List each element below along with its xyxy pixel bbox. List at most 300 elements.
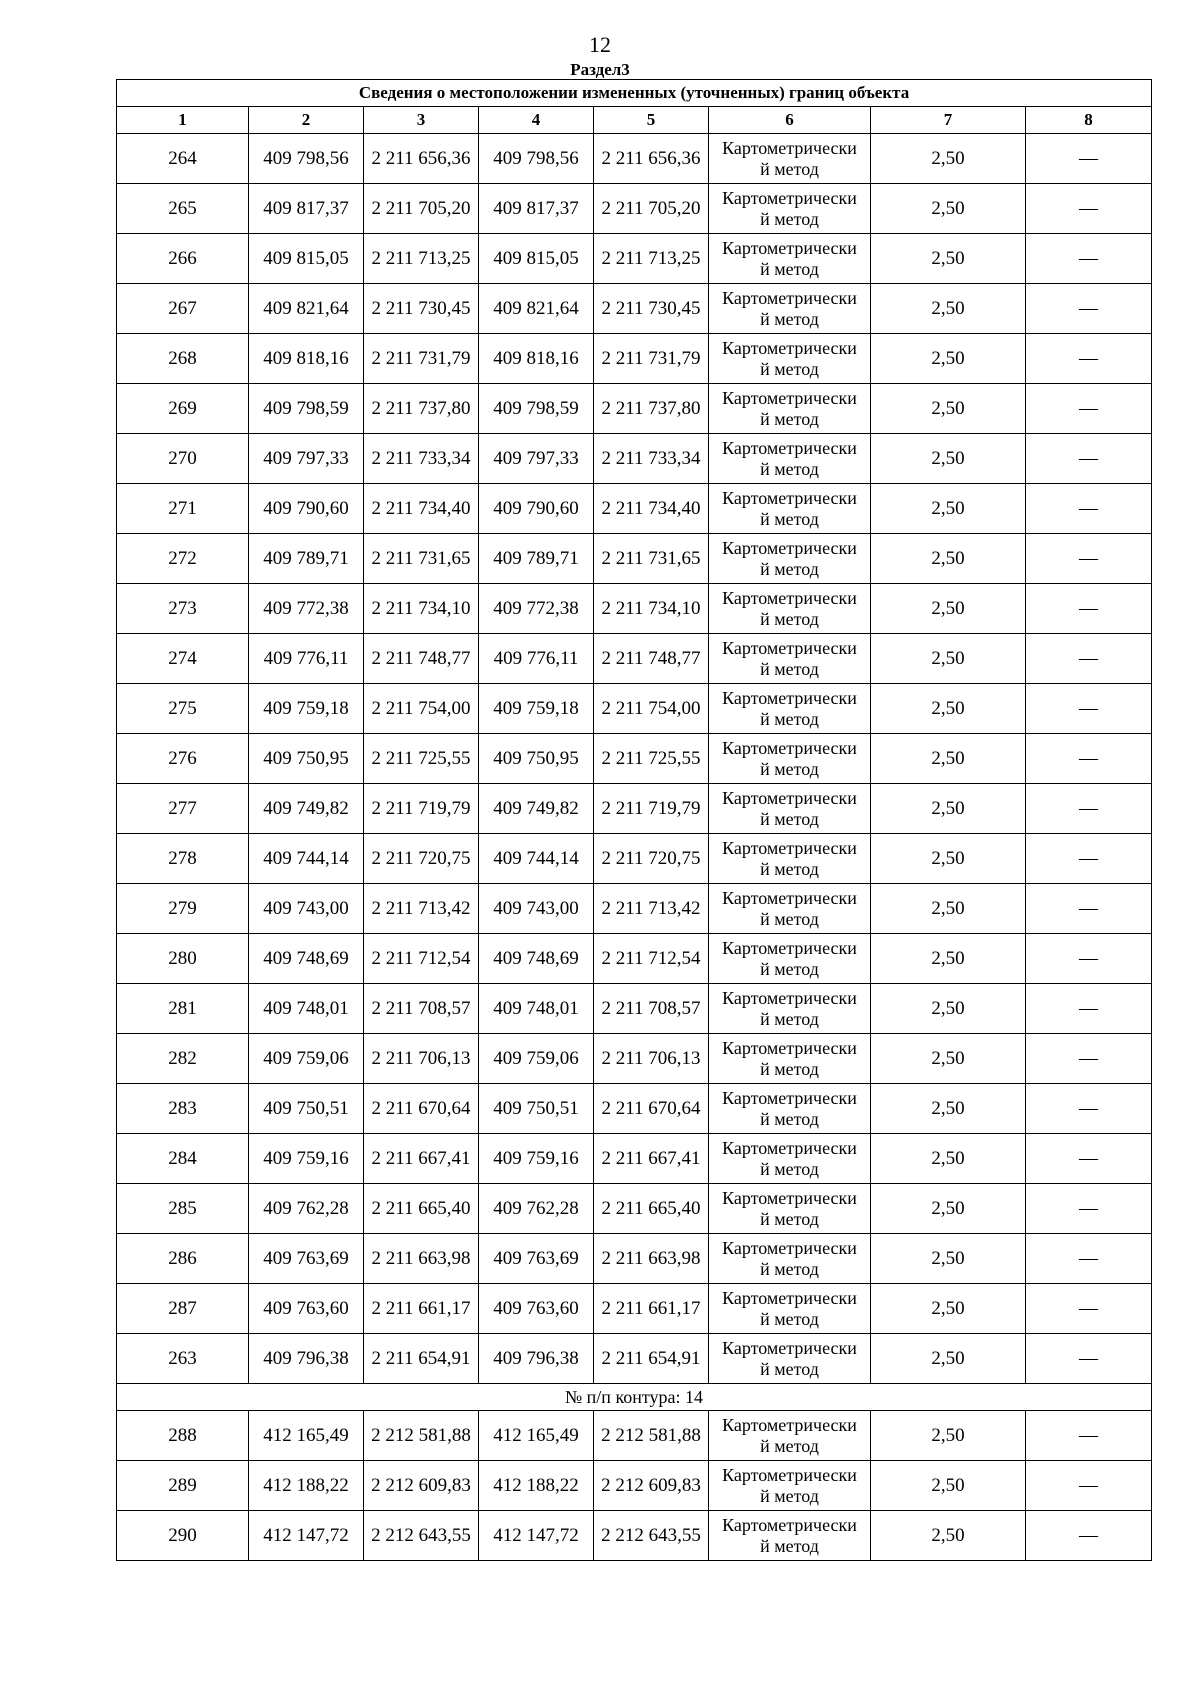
table-title: Сведения о местоположении измененных (уточненных) границ объекта [117, 80, 1152, 107]
table-row [117, 1184, 1152, 1234]
method-cell [709, 984, 871, 1034]
method-line-2: й метод [760, 208, 819, 229]
x-coordinate-cell: 409 762,28 [249, 1184, 364, 1234]
y-coordinate-new-cell: 2 211 731,79 [594, 334, 709, 384]
column-header-8: 8 [1026, 107, 1152, 134]
y-coordinate-new-cell: 2 211 733,34 [594, 434, 709, 484]
x-coordinate-cell: 412 188,22 [249, 1461, 364, 1511]
x-coordinate-cell: 409 790,60 [249, 484, 364, 534]
table-row [117, 1511, 1152, 1561]
x-coordinate-cell: 409 798,56 [249, 134, 364, 184]
y-coordinate-new-cell: 2 211 720,75 [594, 834, 709, 884]
method-cell [709, 334, 871, 384]
method-cell [709, 1411, 871, 1461]
y-coordinate-cell: 2 211 712,54 [364, 934, 479, 984]
description-cell: — [1026, 834, 1152, 884]
y-coordinate-new-cell: 2 211 734,40 [594, 484, 709, 534]
description-cell: — [1026, 1084, 1152, 1134]
accuracy-cell: 2,50 [871, 884, 1026, 934]
x-coordinate-new-cell: 409 790,60 [479, 484, 594, 534]
method-line-1: Картометрически [722, 1187, 857, 1208]
table-row [117, 1411, 1152, 1461]
x-coordinate-cell: 409 759,06 [249, 1034, 364, 1084]
method-line-1: Картометрически [722, 537, 857, 558]
method-cell [709, 484, 871, 534]
y-coordinate-cell: 2 211 734,10 [364, 584, 479, 634]
x-coordinate-cell: 409 776,11 [249, 634, 364, 684]
method-line-2: й метод [760, 1008, 819, 1029]
method-line-2: й метод [760, 1308, 819, 1329]
table-row [117, 184, 1152, 234]
accuracy-cell: 2,50 [871, 1134, 1026, 1184]
column-header-row [117, 107, 1152, 134]
method-line-2: й метод [760, 508, 819, 529]
description-cell: — [1026, 184, 1152, 234]
method-line-2: й метод [760, 608, 819, 629]
accuracy-cell: 2,50 [871, 1284, 1026, 1334]
x-coordinate-cell: 409 789,71 [249, 534, 364, 584]
method-line-1: Картометрически [722, 737, 857, 758]
method-line-1: Картометрически [722, 687, 857, 708]
x-coordinate-cell: 409 750,95 [249, 734, 364, 784]
method-cell [709, 1184, 871, 1234]
y-coordinate-new-cell: 2 212 609,83 [594, 1461, 709, 1511]
point-number-cell: 286 [117, 1234, 249, 1284]
table-row [117, 534, 1152, 584]
method-line-1: Картометрически [722, 937, 857, 958]
description-cell: — [1026, 984, 1152, 1034]
y-coordinate-cell: 2 211 737,80 [364, 384, 479, 434]
method-line-1: Картометрически [722, 1137, 857, 1158]
point-number-cell: 274 [117, 634, 249, 684]
description-cell: — [1026, 1284, 1152, 1334]
method-cell [709, 534, 871, 584]
column-header-2: 2 [249, 107, 364, 134]
method-line-2: й метод [760, 1485, 819, 1506]
method-line-1: Картометрически [722, 1464, 857, 1485]
description-cell: — [1026, 634, 1152, 684]
x-coordinate-new-cell: 409 762,28 [479, 1184, 594, 1234]
y-coordinate-new-cell: 2 211 730,45 [594, 284, 709, 334]
x-coordinate-new-cell: 409 818,16 [479, 334, 594, 384]
method-line-2: й метод [760, 1108, 819, 1129]
x-coordinate-cell: 409 796,38 [249, 1334, 364, 1384]
method-line-2: й метод [760, 1058, 819, 1079]
point-number-cell: 277 [117, 784, 249, 834]
accuracy-cell: 2,50 [871, 584, 1026, 634]
x-coordinate-new-cell: 409 750,95 [479, 734, 594, 784]
point-number-cell: 282 [117, 1034, 249, 1084]
description-cell: — [1026, 734, 1152, 784]
point-number-cell: 272 [117, 534, 249, 584]
x-coordinate-new-cell: 409 759,16 [479, 1134, 594, 1184]
point-number-cell: 265 [117, 184, 249, 234]
method-cell [709, 934, 871, 984]
accuracy-cell: 2,50 [871, 1084, 1026, 1134]
table-row [117, 684, 1152, 734]
y-coordinate-new-cell: 2 211 734,10 [594, 584, 709, 634]
y-coordinate-new-cell: 2 212 643,55 [594, 1511, 709, 1561]
y-coordinate-cell: 2 211 734,40 [364, 484, 479, 534]
y-coordinate-new-cell: 2 211 661,17 [594, 1284, 709, 1334]
accuracy-cell: 2,50 [871, 534, 1026, 584]
method-line-2: й метод [760, 808, 819, 829]
x-coordinate-new-cell: 409 821,64 [479, 284, 594, 334]
y-coordinate-new-cell: 2 211 748,77 [594, 634, 709, 684]
method-cell [709, 384, 871, 434]
method-line-1: Картометрически [722, 487, 857, 508]
x-coordinate-cell: 412 147,72 [249, 1511, 364, 1561]
x-coordinate-cell: 409 749,82 [249, 784, 364, 834]
y-coordinate-cell: 2 211 733,34 [364, 434, 479, 484]
table-row [117, 1234, 1152, 1284]
description-cell: — [1026, 284, 1152, 334]
y-coordinate-cell: 2 211 706,13 [364, 1034, 479, 1084]
point-number-cell: 271 [117, 484, 249, 534]
method-line-1: Картометрически [722, 887, 857, 908]
y-coordinate-cell: 2 211 661,17 [364, 1284, 479, 1334]
point-number-cell: 281 [117, 984, 249, 1034]
table-row [117, 784, 1152, 834]
method-line-1: Картометрически [722, 1337, 857, 1358]
point-number-cell: 269 [117, 384, 249, 434]
method-cell [709, 434, 871, 484]
method-cell [709, 684, 871, 734]
x-coordinate-new-cell: 409 744,14 [479, 834, 594, 884]
accuracy-cell: 2,50 [871, 934, 1026, 984]
y-coordinate-new-cell: 2 211 713,25 [594, 234, 709, 284]
y-coordinate-cell: 2 211 670,64 [364, 1084, 479, 1134]
accuracy-cell: 2,50 [871, 1234, 1026, 1284]
description-cell: — [1026, 684, 1152, 734]
x-coordinate-new-cell: 409 763,60 [479, 1284, 594, 1334]
y-coordinate-new-cell: 2 211 705,20 [594, 184, 709, 234]
y-coordinate-cell: 2 211 731,65 [364, 534, 479, 584]
method-line-1: Картометрически [722, 187, 857, 208]
point-number-cell: 288 [117, 1411, 249, 1461]
description-cell: — [1026, 134, 1152, 184]
description-cell: — [1026, 384, 1152, 434]
point-number-cell: 284 [117, 1134, 249, 1184]
x-coordinate-cell: 409 821,64 [249, 284, 364, 334]
method-line-1: Картометрически [722, 1037, 857, 1058]
point-number-cell: 283 [117, 1084, 249, 1134]
method-cell [709, 1334, 871, 1384]
table-row [117, 1284, 1152, 1334]
method-line-1: Картометрически [722, 587, 857, 608]
y-coordinate-new-cell: 2 211 706,13 [594, 1034, 709, 1084]
x-coordinate-cell: 409 759,18 [249, 684, 364, 734]
table-row [117, 434, 1152, 484]
y-coordinate-cell: 2 211 720,75 [364, 834, 479, 884]
description-cell: — [1026, 1234, 1152, 1284]
x-coordinate-cell: 409 763,69 [249, 1234, 364, 1284]
x-coordinate-new-cell: 409 817,37 [479, 184, 594, 234]
accuracy-cell: 2,50 [871, 234, 1026, 284]
x-coordinate-new-cell: 412 188,22 [479, 1461, 594, 1511]
method-line-2: й метод [760, 558, 819, 579]
point-number-cell: 287 [117, 1284, 249, 1334]
accuracy-cell: 2,50 [871, 284, 1026, 334]
y-coordinate-cell: 2 212 643,55 [364, 1511, 479, 1561]
table-row [117, 284, 1152, 334]
accuracy-cell: 2,50 [871, 334, 1026, 384]
x-coordinate-new-cell: 409 815,05 [479, 234, 594, 284]
section-title: Раздел3 [570, 60, 630, 79]
method-cell [709, 1034, 871, 1084]
column-header-7: 7 [871, 107, 1026, 134]
method-line-2: й метод [760, 708, 819, 729]
method-cell [709, 1134, 871, 1184]
description-cell: — [1026, 1411, 1152, 1461]
method-line-1: Картометрически [722, 1087, 857, 1108]
x-coordinate-new-cell: 409 798,56 [479, 134, 594, 184]
x-coordinate-new-cell: 412 165,49 [479, 1411, 594, 1461]
y-coordinate-cell: 2 212 609,83 [364, 1461, 479, 1511]
x-coordinate-new-cell: 409 759,18 [479, 684, 594, 734]
method-cell [709, 884, 871, 934]
description-cell: — [1026, 934, 1152, 984]
method-line-2: й метод [760, 858, 819, 879]
x-coordinate-new-cell: 409 797,33 [479, 434, 594, 484]
method-line-1: Картометрически [722, 637, 857, 658]
method-line-2: й метод [760, 1535, 819, 1556]
y-coordinate-new-cell: 2 211 665,40 [594, 1184, 709, 1234]
y-coordinate-cell: 2 211 654,91 [364, 1334, 479, 1384]
point-number-cell: 270 [117, 434, 249, 484]
y-coordinate-cell: 2 211 663,98 [364, 1234, 479, 1284]
y-coordinate-new-cell: 2 211 731,65 [594, 534, 709, 584]
accuracy-cell: 2,50 [871, 1411, 1026, 1461]
description-cell: — [1026, 1511, 1152, 1561]
table-row [117, 934, 1152, 984]
accuracy-cell: 2,50 [871, 684, 1026, 734]
method-cell [709, 834, 871, 884]
description-cell: — [1026, 1034, 1152, 1084]
description-cell: — [1026, 1334, 1152, 1384]
description-cell: — [1026, 1134, 1152, 1184]
method-line-2: й метод [760, 458, 819, 479]
x-coordinate-cell: 409 744,14 [249, 834, 364, 884]
point-number-cell: 275 [117, 684, 249, 734]
description-cell: — [1026, 1461, 1152, 1511]
y-coordinate-new-cell: 2 211 712,54 [594, 934, 709, 984]
method-line-2: й метод [760, 308, 819, 329]
method-line-1: Картометрически [722, 1514, 857, 1535]
point-number-cell: 276 [117, 734, 249, 784]
point-number-cell: 289 [117, 1461, 249, 1511]
page-number: 12 [589, 32, 611, 57]
x-coordinate-cell: 409 818,16 [249, 334, 364, 384]
boundary-coordinates-table [116, 79, 1152, 1561]
method-line-2: й метод [760, 658, 819, 679]
method-cell [709, 584, 871, 634]
x-coordinate-cell: 409 743,00 [249, 884, 364, 934]
x-coordinate-cell: 409 748,01 [249, 984, 364, 1034]
method-line-2: й метод [760, 1158, 819, 1179]
table-row [117, 734, 1152, 784]
method-line-2: й метод [760, 908, 819, 929]
method-line-1: Картометрически [722, 287, 857, 308]
accuracy-cell: 2,50 [871, 634, 1026, 684]
point-number-cell: 278 [117, 834, 249, 884]
accuracy-cell: 2,50 [871, 784, 1026, 834]
table-row [117, 1461, 1152, 1511]
accuracy-cell: 2,50 [871, 1461, 1026, 1511]
description-cell: — [1026, 584, 1152, 634]
point-number-cell: 264 [117, 134, 249, 184]
description-cell: — [1026, 1184, 1152, 1234]
table-row [117, 834, 1152, 884]
description-cell: — [1026, 234, 1152, 284]
method-line-1: Картометрически [722, 837, 857, 858]
method-cell [709, 184, 871, 234]
y-coordinate-cell: 2 211 713,25 [364, 234, 479, 284]
y-coordinate-cell: 2 212 581,88 [364, 1411, 479, 1461]
y-coordinate-cell: 2 211 665,40 [364, 1184, 479, 1234]
y-coordinate-new-cell: 2 211 663,98 [594, 1234, 709, 1284]
description-cell: — [1026, 434, 1152, 484]
y-coordinate-new-cell: 2 211 708,57 [594, 984, 709, 1034]
table-row [117, 334, 1152, 384]
method-cell [709, 634, 871, 684]
description-cell: — [1026, 484, 1152, 534]
accuracy-cell: 2,50 [871, 484, 1026, 534]
y-coordinate-new-cell: 2 212 581,88 [594, 1411, 709, 1461]
accuracy-cell: 2,50 [871, 1334, 1026, 1384]
column-header-1: 1 [117, 107, 249, 134]
y-coordinate-new-cell: 2 211 737,80 [594, 384, 709, 434]
x-coordinate-cell: 409 817,37 [249, 184, 364, 234]
y-coordinate-new-cell: 2 211 713,42 [594, 884, 709, 934]
method-cell [709, 1461, 871, 1511]
point-number-cell: 290 [117, 1511, 249, 1561]
column-header-3: 3 [364, 107, 479, 134]
method-cell [709, 284, 871, 334]
method-line-1: Картометрически [722, 237, 857, 258]
method-line-2: й метод [760, 408, 819, 429]
y-coordinate-cell: 2 211 725,55 [364, 734, 479, 784]
table-row [117, 1034, 1152, 1084]
y-coordinate-cell: 2 211 731,79 [364, 334, 479, 384]
method-line-2: й метод [760, 258, 819, 279]
method-line-1: Картометрически [722, 1237, 857, 1258]
method-cell [709, 234, 871, 284]
x-coordinate-cell: 409 772,38 [249, 584, 364, 634]
method-line-1: Картометрически [722, 787, 857, 808]
method-cell [709, 1084, 871, 1134]
x-coordinate-new-cell: 409 789,71 [479, 534, 594, 584]
accuracy-cell: 2,50 [871, 1184, 1026, 1234]
y-coordinate-cell: 2 211 708,57 [364, 984, 479, 1034]
x-coordinate-cell: 409 815,05 [249, 234, 364, 284]
x-coordinate-cell: 409 759,16 [249, 1134, 364, 1184]
table-row [117, 1134, 1152, 1184]
description-cell: — [1026, 884, 1152, 934]
contour-label-row [117, 1384, 1152, 1411]
method-cell [709, 1234, 871, 1284]
method-cell [709, 784, 871, 834]
y-coordinate-new-cell: 2 211 725,55 [594, 734, 709, 784]
method-line-1: Картометрически [722, 1414, 857, 1435]
x-coordinate-new-cell: 409 749,82 [479, 784, 594, 834]
point-number-cell: 266 [117, 234, 249, 284]
point-number-cell: 263 [117, 1334, 249, 1384]
table-row [117, 634, 1152, 684]
accuracy-cell: 2,50 [871, 134, 1026, 184]
accuracy-cell: 2,50 [871, 734, 1026, 784]
table-row [117, 1334, 1152, 1384]
accuracy-cell: 2,50 [871, 834, 1026, 884]
method-line-2: й метод [760, 1358, 819, 1379]
method-line-1: Картометрически [722, 137, 857, 158]
method-line-2: й метод [760, 1208, 819, 1229]
x-coordinate-new-cell: 409 776,11 [479, 634, 594, 684]
y-coordinate-new-cell: 2 211 719,79 [594, 784, 709, 834]
accuracy-cell: 2,50 [871, 434, 1026, 484]
method-line-2: й метод [760, 158, 819, 179]
column-header-4: 4 [479, 107, 594, 134]
accuracy-cell: 2,50 [871, 384, 1026, 434]
table-row [117, 884, 1152, 934]
point-number-cell: 273 [117, 584, 249, 634]
description-cell: — [1026, 784, 1152, 834]
x-coordinate-new-cell: 409 759,06 [479, 1034, 594, 1084]
point-number-cell: 280 [117, 934, 249, 984]
method-line-2: й метод [760, 1435, 819, 1456]
x-coordinate-new-cell: 409 748,69 [479, 934, 594, 984]
method-line-2: й метод [760, 358, 819, 379]
y-coordinate-cell: 2 211 754,00 [364, 684, 479, 734]
y-coordinate-new-cell: 2 211 654,91 [594, 1334, 709, 1384]
y-coordinate-cell: 2 211 713,42 [364, 884, 479, 934]
y-coordinate-new-cell: 2 211 667,41 [594, 1134, 709, 1184]
y-coordinate-cell: 2 211 667,41 [364, 1134, 479, 1184]
table-row [117, 984, 1152, 1034]
table-row [117, 584, 1152, 634]
table-row [117, 1084, 1152, 1134]
column-header-5: 5 [594, 107, 709, 134]
x-coordinate-cell: 412 165,49 [249, 1411, 364, 1461]
y-coordinate-cell: 2 211 748,77 [364, 634, 479, 684]
x-coordinate-cell: 409 798,59 [249, 384, 364, 434]
description-cell: — [1026, 534, 1152, 584]
method-line-1: Картометрически [722, 987, 857, 1008]
method-line-1: Картометрически [722, 437, 857, 458]
description-cell: — [1026, 334, 1152, 384]
table-row [117, 484, 1152, 534]
x-coordinate-new-cell: 409 798,59 [479, 384, 594, 434]
x-coordinate-cell: 409 750,51 [249, 1084, 364, 1134]
table-row [117, 134, 1152, 184]
method-cell [709, 1511, 871, 1561]
x-coordinate-cell: 409 748,69 [249, 934, 364, 984]
method-line-1: Картометрически [722, 387, 857, 408]
accuracy-cell: 2,50 [871, 984, 1026, 1034]
y-coordinate-new-cell: 2 211 754,00 [594, 684, 709, 734]
x-coordinate-new-cell: 409 796,38 [479, 1334, 594, 1384]
method-line-1: Картометрически [722, 1287, 857, 1308]
y-coordinate-cell: 2 211 730,45 [364, 284, 479, 334]
y-coordinate-cell: 2 211 656,36 [364, 134, 479, 184]
accuracy-cell: 2,50 [871, 1511, 1026, 1561]
point-number-cell: 267 [117, 284, 249, 334]
x-coordinate-cell: 409 797,33 [249, 434, 364, 484]
column-header-6: 6 [709, 107, 871, 134]
table-title-row [117, 80, 1152, 107]
table-row [117, 234, 1152, 284]
y-coordinate-cell: 2 211 705,20 [364, 184, 479, 234]
